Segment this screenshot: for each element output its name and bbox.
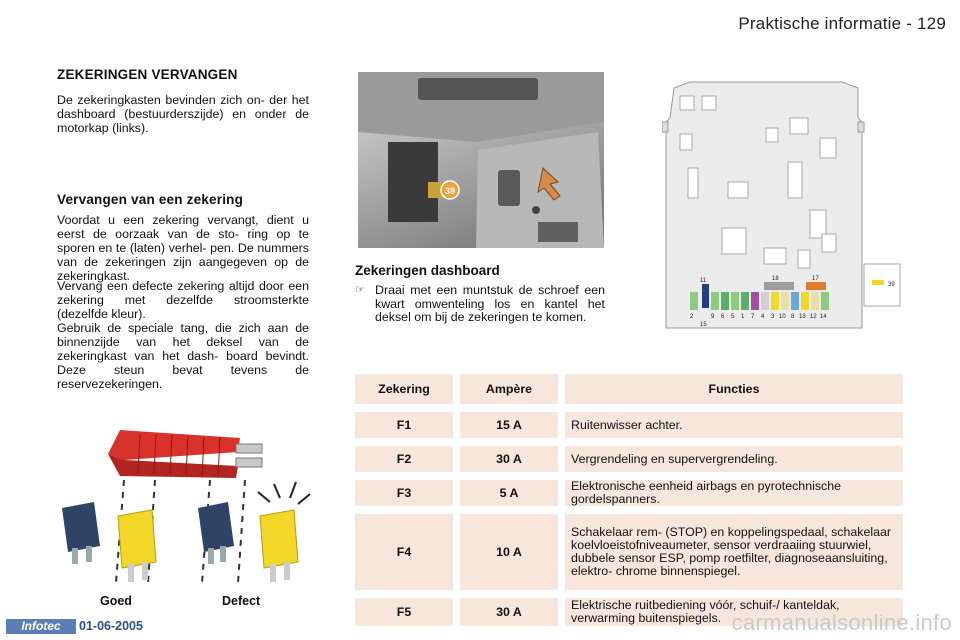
table-row [355, 514, 903, 590]
paragraph-2: Vervang een defecte zekering altijd door een zekering met dezelfde stroomsterkte (dezelfde kleur). [57, 279, 309, 321]
fuse-label-9: 9 [711, 314, 715, 320]
instruction-text: Draai met een muntstuk de schroef een kwart omwenteling los en kantel het deksel om bij de zekeringen te komen. [375, 283, 605, 324]
fuse-label-1: 1 [741, 314, 745, 320]
pointing-hand-icon: ☞ [355, 284, 365, 296]
paragraph-1: Voordat u een zekering vervangt, dient u eerst de oorzaak van de sto- ring op te sporen en te (laten) verhel- pen. De nummers van de zekeringen zijn aangegeven op de zekeringkast. [57, 213, 309, 283]
dashboard-photo [358, 72, 604, 248]
fuse-puller-illustration [60, 418, 312, 598]
good-caption: Goed [100, 594, 132, 608]
fuse-label-7: 7 [751, 314, 755, 320]
fuse-amp: 5 A [460, 480, 558, 506]
fuse-label-8: 8 [791, 314, 795, 320]
fuse-label-5: 5 [731, 314, 735, 320]
fuse-amp: 15 A [460, 412, 558, 438]
paragraph-3: Gebruik de speciale tang, die zich aan de binnenzijde van het deksel van de zekeringkast van het dash- board bevindt. Deze steun bevat tevens de reservezekeringen. [57, 321, 309, 391]
fuse-id: F1 [355, 412, 453, 438]
fuse-amp: 30 A [460, 598, 558, 626]
fuse-table [355, 374, 903, 634]
fuse-label-12: 12 [810, 314, 817, 320]
fuse-id: F3 [355, 480, 453, 506]
fuse-amp: 10 A [460, 514, 558, 590]
footer-date: 01-06-2005 [79, 619, 143, 633]
dashboard-fuses-title: Zekeringen dashboard [355, 263, 500, 278]
table-row [355, 446, 903, 472]
fuse-function: Schakelaar rem- (STOP) en koppelingspedaal, schakelaar koelvloeistofniveaumeter, sensor verdraaiing stuurwiel, dubbele sensor ESP, pomp roetfilter, diagnoseaansluiting, elektro- chrome binnenspiegel. [565, 514, 903, 590]
subsection-title: Vervangen van een zekering [57, 192, 244, 207]
fuse-id: F4 [355, 514, 453, 590]
fusebox-outline [662, 78, 904, 330]
fuse-label-11: 11 [700, 278, 707, 284]
fuse-label-15: 15 [700, 322, 707, 328]
dashboard-illustration [358, 72, 604, 248]
watermark: carmanualsonline.info [731, 610, 952, 635]
infotec-logo: Infotec [6, 619, 76, 634]
fuse-label-13: 13 [799, 314, 806, 320]
fuse-amp: 30 A [460, 446, 558, 472]
fuse-label-2: 2 [690, 314, 694, 320]
defect-caption: Defect [222, 594, 261, 608]
table-header-row [355, 374, 903, 404]
fuse-id: F5 [355, 598, 453, 626]
fusebox-diagram [662, 78, 904, 330]
header-amp: Ampère [460, 374, 558, 404]
header-functions: Functies [565, 374, 903, 404]
header-fuse: Zekering [355, 374, 453, 404]
dashboard-instructions [355, 284, 605, 325]
fuse-function: Ruitenwisser achter. [565, 412, 903, 438]
fuse-label-4: 4 [761, 314, 765, 320]
fuse-label-6: 6 [721, 314, 725, 320]
fuse-function: Vergrendeling en supervergrendeling. [565, 446, 903, 472]
fuse-label-14: 14 [820, 314, 827, 320]
fuse-label-39: 39 [888, 282, 895, 288]
table-row [355, 412, 903, 438]
table-row [355, 480, 903, 506]
fuse-label-10: 10 [779, 314, 786, 320]
fuse-function: Elektronische eenheid airbags en pyrotechnische gordelspanners. [565, 480, 903, 506]
fuse-label-18: 18 [772, 276, 779, 282]
page-title: Praktische informatie - 129 [738, 14, 946, 33]
fuse-tool-figure [60, 418, 312, 608]
fuse-label-17: 17 [812, 276, 819, 282]
intro-paragraph: De zekeringkasten bevinden zich on- der het dashboard (bestuurderszijde) en onder de motorkap (links). [57, 93, 309, 135]
photo-callout: 39 [444, 186, 456, 196]
fuse-function: Elektrische ruitbediening vóór, schuif-/ kanteldak, verwarming buitenspiegels. [565, 598, 903, 626]
section-title: ZEKERINGEN VERVANGEN [57, 67, 238, 82]
instruction-item [355, 284, 605, 325]
fuse-id: F2 [355, 446, 453, 472]
fuse-label-3: 3 [771, 314, 775, 320]
